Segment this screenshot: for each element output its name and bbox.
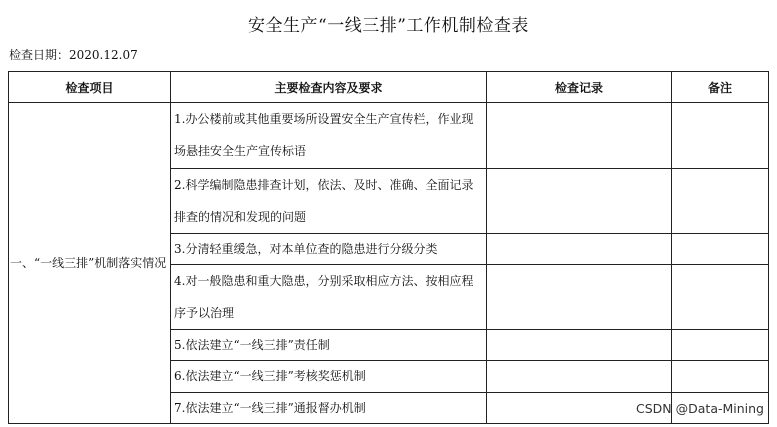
table-row: [9, 103, 769, 169]
table-header-row: [9, 72, 769, 103]
remark-cell[interactable]: [672, 234, 769, 265]
header-project: 检查项目: [9, 72, 171, 103]
record-cell[interactable]: [487, 234, 672, 265]
content-cell: 2.科学编制隐患排查计划，依法、及时、准确、全面记录排查的情况和发现的问题: [171, 169, 487, 234]
content-cell: 7.依法建立“一线三排”通报督办机制: [171, 393, 487, 424]
record-cell[interactable]: [487, 361, 672, 393]
remark-cell[interactable]: [672, 265, 769, 330]
content-cell: 3.分清轻重缓急，对本单位查的隐患进行分级分类: [171, 234, 487, 265]
watermark-credit: CSDN @Data-Mining: [636, 401, 764, 416]
remark-cell[interactable]: [672, 330, 769, 361]
record-cell[interactable]: [487, 169, 672, 234]
content-cell: 6.依法建立“一线三排”考核奖惩机制: [171, 361, 487, 393]
remark-cell[interactable]: [672, 169, 769, 234]
remark-cell[interactable]: [672, 361, 769, 393]
project-cell: 一、“一线三排”机制落实情况: [9, 103, 171, 424]
inspection-date: 检查日期：2020.12.07: [9, 48, 138, 62]
record-cell[interactable]: [487, 330, 672, 361]
content-cell: 4.对一般隐患和重大隐患，分别采取相应方法、按相应程序予以治理: [171, 265, 487, 330]
content-cell: 5.依法建立“一线三排”责任制: [171, 330, 487, 361]
header-remark: 备注: [672, 72, 769, 103]
content-cell: 1.办公楼前或其他重要场所设置安全生产宣传栏，作业现场悬挂安全生产宣传标语: [171, 103, 487, 169]
record-cell[interactable]: [487, 103, 672, 169]
header-content: 主要检查内容及要求: [171, 72, 487, 103]
document-title: 安全生产“一线三排”工作机制检查表: [248, 16, 529, 36]
record-cell[interactable]: [487, 265, 672, 330]
header-record: 检查记录: [487, 72, 672, 103]
remark-cell[interactable]: [672, 103, 769, 169]
inspection-table: [8, 71, 769, 424]
